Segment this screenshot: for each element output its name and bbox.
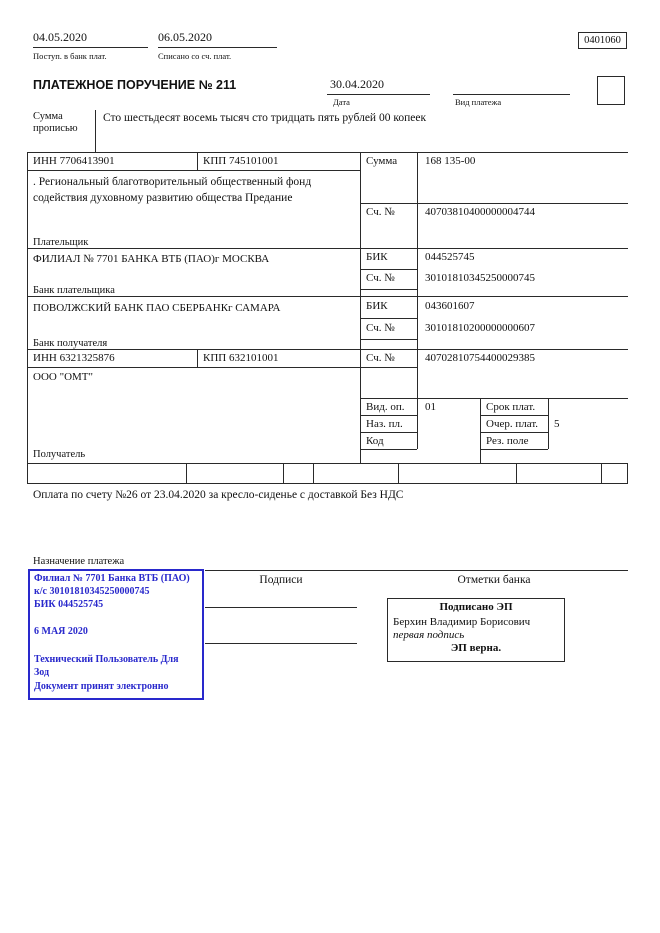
bank-marks-header: Отметки банка: [457, 574, 531, 586]
payer-label: Плательщик: [33, 237, 89, 248]
doc-date-label: Дата: [333, 97, 350, 107]
payee-label: Получатель: [33, 449, 86, 460]
payee-bank-account-label: Сч. №: [366, 322, 395, 334]
ocher-plat-value: 5: [554, 418, 560, 430]
payee-bank-name: ПОВОЛЖСКИЙ БАНК ПАО СБЕРБАНКг САМАРА: [33, 302, 281, 314]
esign-valid: ЭП верна.: [450, 642, 502, 654]
line: [27, 152, 628, 153]
purpose-text: Оплата по счету №26 от 23.04.2020 за кресло-сиденье с доставкой Без НДС: [33, 489, 404, 501]
payer-bank-account-label: Сч. №: [366, 272, 395, 284]
line: [27, 483, 628, 484]
signatures-header: Подписи: [259, 574, 303, 586]
bank-stamp-line1: Филиал № 7701 Банка ВТБ (ПАО): [34, 573, 190, 584]
payer-bank-label: Банк плательщика: [33, 285, 115, 296]
amount-words-label: Сумма прописью: [33, 111, 78, 134]
payee-account-value: 40702810754400029385: [425, 352, 535, 364]
debited-date-value: 06.05.2020: [158, 30, 212, 44]
line: [360, 318, 417, 319]
payer-bank-account-value: 30101810345250000745: [425, 272, 535, 284]
payee-kpp: КПП 632101001: [203, 352, 279, 364]
field-cell-border: [398, 463, 399, 483]
field-cell-border: [186, 463, 187, 483]
line: [360, 152, 361, 463]
line: [27, 170, 360, 171]
payee-inn: ИНН 6321325876: [33, 352, 115, 364]
document-title: ПЛАТЕЖНОЕ ПОРУЧЕНИЕ № 211: [33, 78, 237, 92]
line: [27, 248, 628, 249]
payer-bank-name: ФИЛИАЛ № 7701 БАНКА ВТБ (ПАО)г МОСКВА: [33, 253, 270, 265]
bank-stamp-date: 6 МАЯ 2020: [34, 626, 88, 637]
bank-stamp-line6: Документ принят электронно: [34, 681, 169, 692]
received-date-value: 04.05.2020: [33, 30, 87, 44]
kod-label: Код: [366, 435, 384, 447]
debited-date-label: Списано со сч. плат.: [158, 51, 232, 61]
line: [27, 296, 628, 297]
payee-bank-account-value: 30101810200000000607: [425, 322, 535, 334]
ocher-plat-label: Очер. плат.: [486, 418, 539, 430]
line: [27, 463, 628, 464]
payee-name: ООО "ОМТ": [33, 371, 94, 383]
naz-pl-label: Наз. пл.: [366, 418, 403, 430]
payment-type-checkbox: [597, 76, 625, 105]
payer-account-value: 40703810400000004744: [425, 206, 535, 218]
line: [27, 349, 628, 350]
line: [360, 269, 417, 270]
line: [480, 449, 548, 450]
line: [95, 110, 96, 152]
line: [197, 152, 198, 170]
payment-type-label: Вид платежа: [455, 97, 502, 107]
amount-value: 168 135-00: [425, 155, 476, 167]
line: [480, 415, 548, 416]
form-code-box: 0401060: [578, 32, 627, 49]
op-type-value: 01: [425, 401, 436, 413]
payer-bank-bik-label: БИК: [366, 251, 388, 263]
payer-account-label: Сч. №: [366, 206, 395, 218]
payer-kpp: КПП 745101001: [203, 155, 279, 167]
line: [360, 398, 628, 399]
line: [205, 570, 628, 571]
line: [480, 398, 481, 463]
line: [453, 94, 570, 95]
bank-stamp-line3: БИК 044525745: [34, 599, 104, 610]
bank-stamp-line4: Технический Пользователь Для: [34, 654, 179, 665]
signature-line: [205, 607, 357, 608]
purpose-label: Назначение платежа: [33, 556, 125, 567]
line: [360, 367, 417, 368]
line: [360, 449, 417, 450]
line: [360, 289, 417, 290]
field-cell-border: [27, 463, 28, 483]
line: [327, 94, 430, 95]
payer-inn: ИНН 7706413901: [33, 155, 115, 167]
line: [27, 152, 28, 463]
line: [158, 47, 277, 48]
payee-bank-bik-value: 043601607: [425, 300, 475, 312]
line: [360, 203, 628, 204]
field-cell-border: [627, 463, 628, 483]
line: [27, 367, 360, 368]
field-cell-border: [516, 463, 517, 483]
op-type-label: Вид. оп.: [366, 401, 405, 413]
rez-pole-label: Рез. поле: [486, 435, 529, 447]
line: [360, 432, 417, 433]
amount-words-value: Сто шестьдесят восемь тысяч сто тридцать пять рублей 00 копеек: [103, 112, 427, 124]
line: [197, 349, 198, 367]
line: [480, 432, 548, 433]
payee-account-label: Сч. №: [366, 352, 395, 364]
field-cell-border: [601, 463, 602, 483]
srok-plat-label: Срок плат.: [486, 401, 536, 413]
line: [548, 398, 549, 449]
bank-stamp-line5: Зод: [34, 667, 50, 678]
line: [417, 152, 418, 449]
received-date-label: Поступ. в банк плат.: [33, 51, 107, 61]
esign-sign-type: первая подпись: [393, 629, 465, 641]
esign-name: Берхин Владимир Борисович: [393, 616, 531, 628]
payer-name: . Региональный благотворительный общественный фонд содействия духовному развитию общества Предание: [33, 176, 312, 204]
line: [33, 47, 148, 48]
payee-bank-label: Банк получателя: [33, 338, 108, 349]
payer-bank-bik-value: 044525745: [425, 251, 475, 263]
doc-date-value: 30.04.2020: [330, 77, 384, 91]
line: [360, 415, 417, 416]
amount-label: Сумма: [366, 155, 398, 167]
field-cell-border: [283, 463, 284, 483]
payee-bank-bik-label: БИК: [366, 300, 388, 312]
line: [360, 339, 417, 340]
esign-title: Подписано ЭП: [439, 601, 513, 613]
signature-line: [205, 643, 357, 644]
bank-stamp-line2: к/с 30101810345250000745: [34, 586, 150, 597]
field-cell-border: [313, 463, 314, 483]
